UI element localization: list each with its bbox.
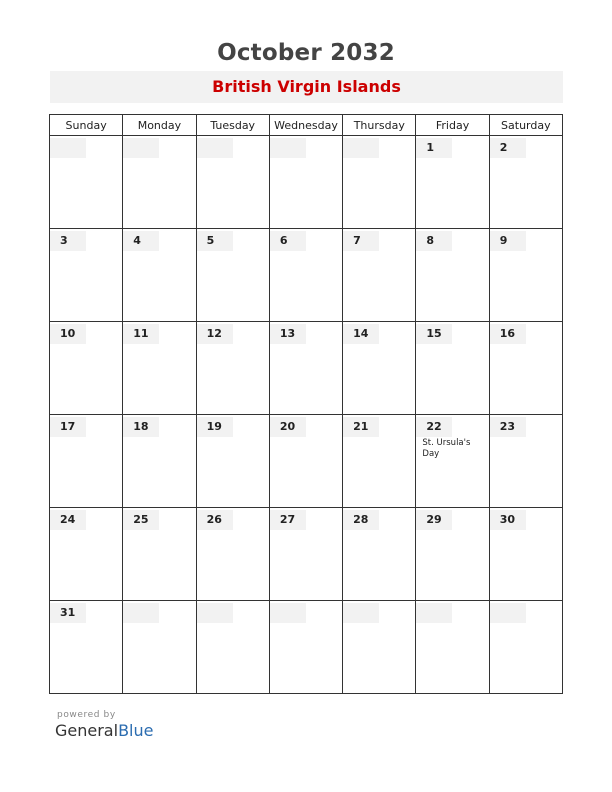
day-number <box>490 603 526 623</box>
calendar-day-cell <box>196 415 269 508</box>
calendar-grid <box>49 114 563 694</box>
calendar-day-cell <box>196 322 269 415</box>
day-number: 8 <box>416 231 452 251</box>
calendar-day-cell <box>489 229 562 322</box>
day-number <box>197 603 233 623</box>
day-number: 25 <box>123 510 159 530</box>
day-number: 5 <box>197 231 233 251</box>
day-number: 21 <box>343 417 379 437</box>
calendar-week-row <box>50 601 563 694</box>
day-number: 16 <box>490 324 526 344</box>
weekday-header: Monday <box>123 115 196 136</box>
day-number <box>343 603 379 623</box>
day-number: 1 <box>416 138 452 158</box>
calendar-day-cell <box>343 601 416 694</box>
weekday-header-row <box>50 115 563 136</box>
day-number: 17 <box>50 417 86 437</box>
day-number: 15 <box>416 324 452 344</box>
day-number <box>270 138 306 158</box>
calendar-day-cell <box>123 508 196 601</box>
weekday-header: Sunday <box>50 115 123 136</box>
day-number: 13 <box>270 324 306 344</box>
calendar-day-cell <box>489 601 562 694</box>
day-number: 22 <box>416 417 452 437</box>
day-number: 14 <box>343 324 379 344</box>
calendar-day-cell <box>123 322 196 415</box>
day-number: 2 <box>490 138 526 158</box>
brand-general: General <box>55 721 119 740</box>
calendar-day-cell <box>123 601 196 694</box>
calendar-day-cell <box>50 415 123 508</box>
day-number: 23 <box>490 417 526 437</box>
day-number: 30 <box>490 510 526 530</box>
calendar-day-cell <box>269 601 342 694</box>
day-number: 4 <box>123 231 159 251</box>
weekday-header: Wednesday <box>269 115 342 136</box>
calendar-day-cell <box>343 136 416 229</box>
day-number <box>416 603 452 623</box>
calendar-day-cell <box>416 415 489 508</box>
day-number <box>270 603 306 623</box>
calendar-day-cell <box>416 229 489 322</box>
day-number: 20 <box>270 417 306 437</box>
calendar-day-cell <box>416 136 489 229</box>
day-number: 11 <box>123 324 159 344</box>
day-number: 27 <box>270 510 306 530</box>
calendar-week-row <box>50 229 563 322</box>
day-number <box>50 138 86 158</box>
calendar-day-cell <box>489 415 562 508</box>
calendar-day-cell <box>343 508 416 601</box>
country-banner <box>50 71 563 103</box>
weekday-header: Tuesday <box>196 115 269 136</box>
day-number: 26 <box>197 510 233 530</box>
calendar-week-row <box>50 415 563 508</box>
calendar-day-cell <box>269 415 342 508</box>
weekday-header: Saturday <box>489 115 562 136</box>
day-number: 9 <box>490 231 526 251</box>
day-number: 24 <box>50 510 86 530</box>
calendar-day-cell <box>269 136 342 229</box>
calendar-day-cell <box>123 415 196 508</box>
day-number: 10 <box>50 324 86 344</box>
day-number: 28 <box>343 510 379 530</box>
calendar-day-cell <box>343 229 416 322</box>
calendar-body <box>50 136 563 694</box>
page-title: October 2032 <box>217 40 395 66</box>
calendar-day-cell <box>196 601 269 694</box>
weekday-header: Friday <box>416 115 489 136</box>
calendar-day-cell <box>196 136 269 229</box>
calendar-day-cell <box>416 322 489 415</box>
calendar-day-cell <box>416 508 489 601</box>
day-number: 12 <box>197 324 233 344</box>
calendar-day-cell <box>50 322 123 415</box>
day-number <box>123 138 159 158</box>
calendar-day-cell <box>489 508 562 601</box>
calendar-day-cell <box>50 601 123 694</box>
calendar-day-cell <box>269 322 342 415</box>
calendar-day-cell <box>489 322 562 415</box>
calendar-day-cell <box>196 229 269 322</box>
calendar-day-cell <box>196 508 269 601</box>
calendar-day-cell <box>50 136 123 229</box>
brand-blue: Blue <box>118 721 154 740</box>
calendar-day-cell <box>50 229 123 322</box>
day-number: 6 <box>270 231 306 251</box>
calendar-day-cell <box>416 601 489 694</box>
calendar-day-cell <box>269 508 342 601</box>
calendar-day-cell <box>123 136 196 229</box>
day-number: 29 <box>416 510 452 530</box>
calendar-day-cell <box>343 415 416 508</box>
day-number <box>343 138 379 158</box>
day-number <box>123 603 159 623</box>
day-number: 31 <box>50 603 86 623</box>
day-number: 18 <box>123 417 159 437</box>
calendar-week-row <box>50 322 563 415</box>
day-number: 7 <box>343 231 379 251</box>
brand-logo <box>55 721 153 740</box>
country-name: British Virgin Islands <box>212 77 401 96</box>
day-number <box>197 138 233 158</box>
day-number: 19 <box>197 417 233 437</box>
calendar-day-cell <box>123 229 196 322</box>
holiday-label: St. Ursula's Day <box>422 438 471 459</box>
calendar-week-row <box>50 136 563 229</box>
day-number: 3 <box>50 231 86 251</box>
calendar-day-cell <box>269 229 342 322</box>
calendar-day-cell <box>50 508 123 601</box>
calendar-day-cell <box>489 136 562 229</box>
weekday-header: Thursday <box>343 115 416 136</box>
powered-by-label: powered by <box>57 710 116 720</box>
calendar-week-row <box>50 508 563 601</box>
calendar-day-cell <box>343 322 416 415</box>
